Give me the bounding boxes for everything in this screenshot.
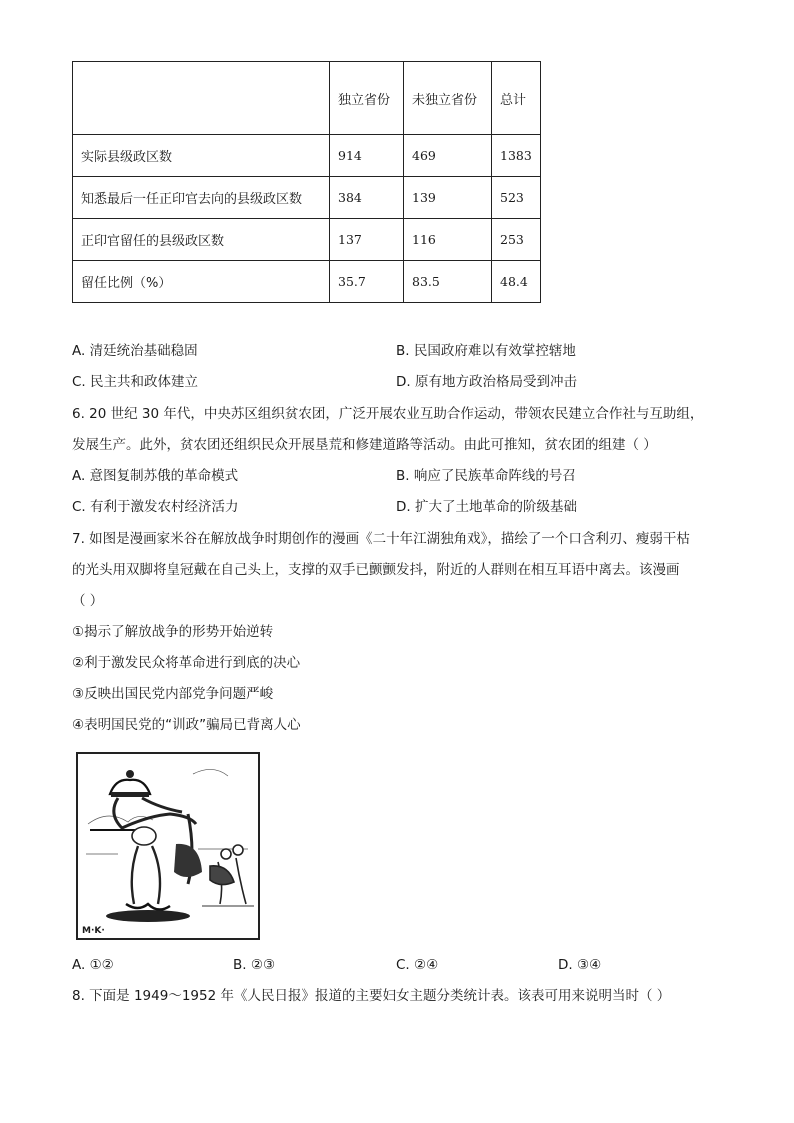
table-row xyxy=(73,135,541,177)
cartoon-signature: M·K· xyxy=(82,926,105,936)
table-cell: 139 xyxy=(404,177,492,219)
table-header-cell xyxy=(73,62,330,135)
q6-option-d[interactable]: D. 扩大了土地革命的阶级基础 xyxy=(396,499,577,515)
cartoon-drawing xyxy=(78,754,258,938)
table-header-row xyxy=(73,62,541,135)
cartoon-image xyxy=(76,752,260,940)
table-cell: 116 xyxy=(404,219,492,261)
q7-statement: ①揭示了解放战争的形势开始逆转 xyxy=(72,624,274,640)
q7-stem-line: 的光头用双脚将皇冠戴在自己头上，支撑的双手已颤颤发抖，附近的人群则在相互耳语中离去。该漫画 xyxy=(72,562,680,578)
table-cell: 523 xyxy=(492,177,541,219)
q6-option-a[interactable]: A. 意图复制苏俄的革命模式 xyxy=(72,468,239,484)
table-header-cell: 独立省份 xyxy=(330,62,404,135)
table-row xyxy=(73,261,541,303)
table-row xyxy=(73,177,541,219)
q7-stem-line: （ ） xyxy=(72,593,104,609)
table-cell: 1383 xyxy=(492,135,541,177)
q7-statement: ②利于激发民众将革命进行到底的决心 xyxy=(72,655,301,671)
q7-option-b[interactable]: B. ②③ xyxy=(233,957,276,973)
q5-option-d[interactable]: D. 原有地方政治格局受到冲击 xyxy=(396,374,577,390)
table-cell: 384 xyxy=(330,177,404,219)
q7-statement: ④表明国民党的“训政”骗局已背离人心 xyxy=(72,717,301,733)
table-cell: 914 xyxy=(330,135,404,177)
q7-option-a[interactable]: A. ①② xyxy=(72,957,114,973)
statistics-table xyxy=(72,61,541,303)
table-cell: 137 xyxy=(330,219,404,261)
q7-option-c[interactable]: C. ②④ xyxy=(396,957,439,973)
q5-option-c[interactable]: C. 民主共和政体建立 xyxy=(72,374,199,390)
q7-option-d[interactable]: D. ③④ xyxy=(558,957,602,973)
q7-statement: ③反映出国民党内部党争问题严峻 xyxy=(72,686,274,702)
table-cell: 48.4 xyxy=(492,261,541,303)
table-row xyxy=(73,219,541,261)
q6-option-c[interactable]: C. 有利于激发农村经济活力 xyxy=(72,499,239,515)
table-cell: 83.5 xyxy=(404,261,492,303)
row-label: 留任比例（%） xyxy=(73,261,330,303)
q5-option-a[interactable]: A. 清廷统治基础稳固 xyxy=(72,343,198,359)
table-header-cell: 总计 xyxy=(492,62,541,135)
q6-stem-line: 6. 20 世纪 30 年代，中央苏区组织贫农团，广泛开展农业互助合作运动，带领农民建立合作社与互助组， xyxy=(72,406,704,422)
row-label: 正印官留任的县级政区数 xyxy=(73,219,330,261)
table-cell: 35.7 xyxy=(330,261,404,303)
table-cell: 253 xyxy=(492,219,541,261)
table-cell: 469 xyxy=(404,135,492,177)
row-label: 实际县级政区数 xyxy=(73,135,330,177)
q6-stem-line: 发展生产。此外，贫农团还组织民众开展垦荒和修建道路等活动。由此可推知，贫农团的组建（ ） xyxy=(72,437,657,453)
q8-stem-line: 8. 下面是 1949～1952 年《人民日报》报道的主要妇女主题分类统计表。该表可用来说明当时（ ） xyxy=(72,988,671,1004)
q6-option-b[interactable]: B. 响应了民族革命阵线的号召 xyxy=(396,468,576,484)
row-label: 知悉最后一任正印官去向的县级政区数 xyxy=(73,177,330,219)
q7-stem-line: 7. 如图是漫画家米谷在解放战争时期创作的漫画《二十年江湖独角戏》，描绘了一个口含利刃、瘦弱干枯 xyxy=(72,531,690,547)
table-header-cell: 未独立省份 xyxy=(404,62,492,135)
q5-option-b[interactable]: B. 民国政府难以有效掌控辖地 xyxy=(396,343,576,359)
